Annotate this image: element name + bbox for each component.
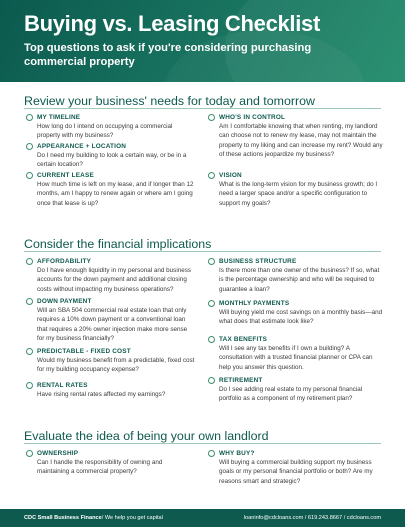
- item-label: PREDICTABLE - FIXED COST: [37, 348, 131, 355]
- item-text: Do I have enough liquidity in my personal and business accounts for the down payment and additional closing costs without impacting my business operations?: [37, 267, 192, 293]
- checklist-item-down-payment[interactable]: [26, 298, 196, 344]
- footer-bar: [0, 509, 405, 527]
- checklist-item-whos-in-control[interactable]: [208, 114, 383, 160]
- item-label: VISION: [219, 172, 242, 179]
- checkbox-icon[interactable]: [208, 300, 215, 307]
- checkbox-icon[interactable]: [26, 348, 33, 355]
- item-text: How much time is left on my lease, and if longer than 12 months, am I happy to renew again or where am I going once that lease is up?: [37, 181, 194, 207]
- item-text: Would my business benefit from a predictable, fixed cost for my building occupancy expense?: [37, 357, 195, 374]
- section-title-financial: Consider the financial implications: [24, 237, 212, 251]
- checkbox-icon[interactable]: [208, 114, 215, 121]
- item-label: CURRENT LEASE: [37, 172, 94, 179]
- item-label: RENTAL RATES: [37, 382, 88, 389]
- section-divider: [24, 443, 381, 444]
- checklist-item-rental-rates[interactable]: [26, 382, 196, 399]
- item-text: Can I handle the responsibility of owning and maintaining a commercial property?: [37, 459, 163, 476]
- item-text: What is the long-term vision for my business growth; do I need a larger space and/or a specific configuration to support my goals?: [219, 181, 378, 207]
- item-label: WHY BUY?: [219, 450, 255, 457]
- checklist-item-ownership[interactable]: [26, 450, 196, 477]
- item-text: Do I see adding real estate to my personal financial portfolio as a component of my retirement plan?: [219, 386, 363, 403]
- checklist-item-tax-benefits[interactable]: [208, 336, 383, 372]
- checklist-item-current-lease[interactable]: [26, 172, 196, 208]
- checklist-item-business-structure[interactable]: [208, 258, 383, 294]
- footer-tagline: / We help you get capital: [101, 515, 163, 521]
- checkbox-icon[interactable]: [26, 143, 33, 150]
- checklist-item-appearance-location[interactable]: [26, 143, 196, 170]
- item-label: WHO'S IN CONTROL: [219, 114, 286, 121]
- item-text: Is there more than one owner of the business? If so, what is the percentage ownership and who will be required to guarantee a loan?: [219, 267, 380, 293]
- checkbox-icon[interactable]: [26, 382, 33, 389]
- item-label: OWNERSHIP: [37, 450, 79, 457]
- item-text: Do I need my building to look a certain way, or be in a certain location?: [37, 152, 187, 169]
- checkbox-icon[interactable]: [26, 450, 33, 457]
- checklist-item-vision[interactable]: [208, 172, 383, 208]
- checkbox-icon[interactable]: [208, 258, 215, 265]
- checklist-item-my-timeline[interactable]: [26, 114, 196, 141]
- item-text: Will buying a commercial building support my business goals or my personal financial portfolio or both? Are my reasons smart and strategic?: [219, 459, 373, 485]
- item-text: Am I comfortable knowing that when renting, my landlord can choose not to renew my lease, may not maintain the property to my liking and can increase my rent? Would any of these actions jeopardize my business?: [219, 123, 383, 159]
- checkbox-icon[interactable]: [208, 377, 215, 384]
- item-label: MY TIMELINE: [37, 114, 81, 121]
- section-title-landlord: Evaluate the idea of being your own landlord: [24, 429, 269, 443]
- checklist-item-predictable-fixed-cost[interactable]: [26, 348, 196, 375]
- checkbox-icon[interactable]: [208, 336, 215, 343]
- header-banner: [0, 0, 405, 82]
- item-label: TAX BENEFITS: [219, 336, 268, 343]
- page-title: Buying vs. Leasing Checklist: [24, 11, 321, 36]
- checkbox-icon[interactable]: [26, 114, 33, 121]
- item-label: AFFORDABILITY: [37, 258, 92, 265]
- checklist-item-why-buy[interactable]: [208, 450, 383, 486]
- item-label: BUSINESS STRUCTURE: [219, 258, 297, 265]
- item-text: Will buying yield me cost savings on a monthly basis—and what does that estimate look like?: [219, 309, 383, 326]
- footer-brand: CDC Small Business Finance: [24, 515, 102, 521]
- item-label: APPEARANCE + LOCATION: [37, 143, 127, 150]
- item-text: Will an SBA 504 commercial real estate loan that only requires a 10% down payment or a conventional loan that requires a 20% owner injection make more sense for my business financially?: [37, 307, 188, 343]
- section-divider: [24, 251, 381, 252]
- checklist-item-monthly-payments[interactable]: [208, 300, 383, 327]
- checklist-item-affordability[interactable]: [26, 258, 196, 294]
- checkbox-icon[interactable]: [26, 258, 33, 265]
- checklist-item-retirement[interactable]: [208, 377, 383, 404]
- item-text: How long do I intend on occupying a commercial property with my business?: [37, 123, 173, 140]
- checkbox-icon[interactable]: [208, 172, 215, 179]
- page-subtitle: Top questions to ask if you're considering purchasing commercial property: [24, 42, 312, 68]
- item-text: Have rising rental rates affected my earnings?: [37, 391, 166, 398]
- item-label: MONTHLY PAYMENTS: [219, 300, 290, 307]
- checkbox-icon[interactable]: [26, 172, 33, 179]
- checkbox-icon[interactable]: [208, 450, 215, 457]
- item-label: DOWN PAYMENT: [37, 298, 92, 305]
- item-text: Will I see any tax benefits if I own a building? A consultation with a trusted financial planner or CPA can help you answer this question.: [219, 345, 373, 371]
- section-title-needs: Review your business' needs for today and tomorrow: [24, 94, 315, 108]
- footer-contact[interactable]: loaninfo@cdcloans.com / 619.243.8667 / cdcloans.com: [243, 515, 381, 521]
- checkbox-icon[interactable]: [26, 298, 33, 305]
- item-label: RETIREMENT: [219, 377, 263, 384]
- section-divider: [24, 108, 381, 109]
